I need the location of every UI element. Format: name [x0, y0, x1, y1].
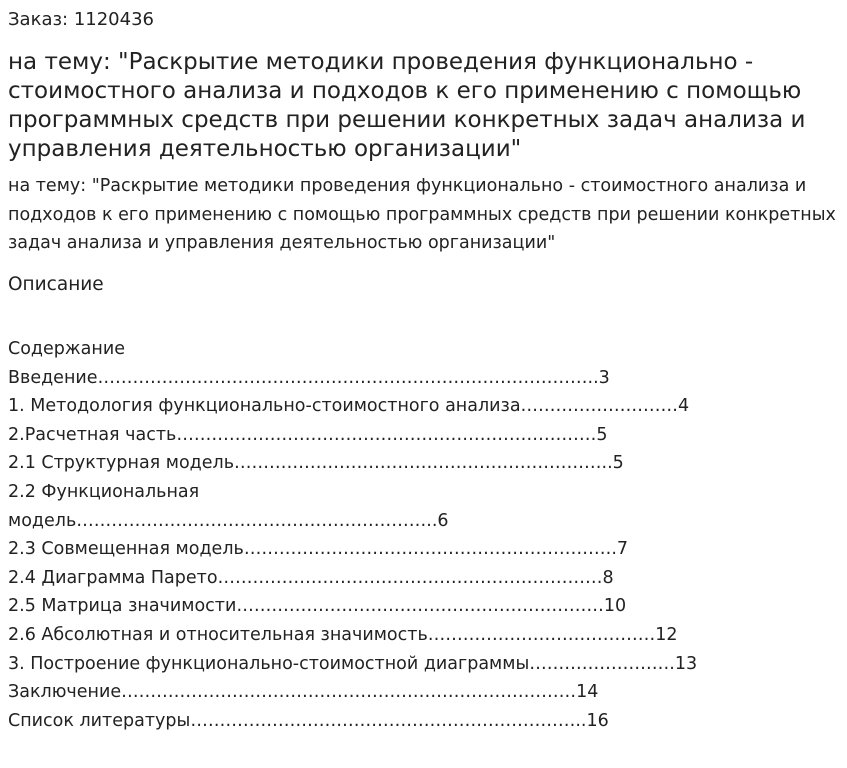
toc-line: Список литературы…………………………………………………………..16 — [8, 710, 609, 731]
toc-line: 2.1 Структурная модель………………………………………………………..5 — [8, 453, 624, 474]
toc-line: Введение…………………………………………………………………………..3 — [8, 367, 610, 388]
toc-line: 2.6 Абсолютная и относительная значимость…………………………………12 — [8, 624, 678, 645]
toc-line: 2.2 Функциональная — [8, 481, 200, 502]
topic-subtitle: на тему: "Раскрытие методики проведения функционально - стоимостного анализа и подходов к его применению с помощью программных средств при решении конкретных задач анализа и управления деятельностью организации" — [8, 176, 836, 253]
toc-line: 2.4 Диаграмма Парето…………………………………………………………8 — [8, 567, 614, 588]
toc-title: Содержание — [8, 339, 125, 359]
table-of-contents — [8, 335, 843, 735]
description-label: Описание — [8, 274, 104, 295]
toc-line: 2.5 Матрица значимости………………………………………………………10 — [8, 596, 627, 617]
order-number: Заказ: 1120436 — [8, 9, 154, 30]
toc-line: 1. Методология функционально-стоимостного анализа………………………4 — [8, 396, 690, 417]
toc-line: 3. Построение функционально-стоимостной диаграммы…………………….13 — [8, 653, 698, 674]
toc-line: 2.Расчетная часть………………………………………………………………5 — [8, 424, 608, 445]
page-title: на тему: "Раскрытие методики проведения функционально - стоимостного анализа и подходов к его применению с помощью программных средств при решении конкретных задач анализа и управления деятельностью организации" — [8, 49, 806, 162]
toc-line: модель……………………………………………………..6 — [8, 510, 449, 531]
toc-line: 2.3 Совмещенная модель……………………………………………………….7 — [8, 539, 629, 560]
toc-line: Заключение……………………………………………………………………14 — [8, 682, 599, 703]
